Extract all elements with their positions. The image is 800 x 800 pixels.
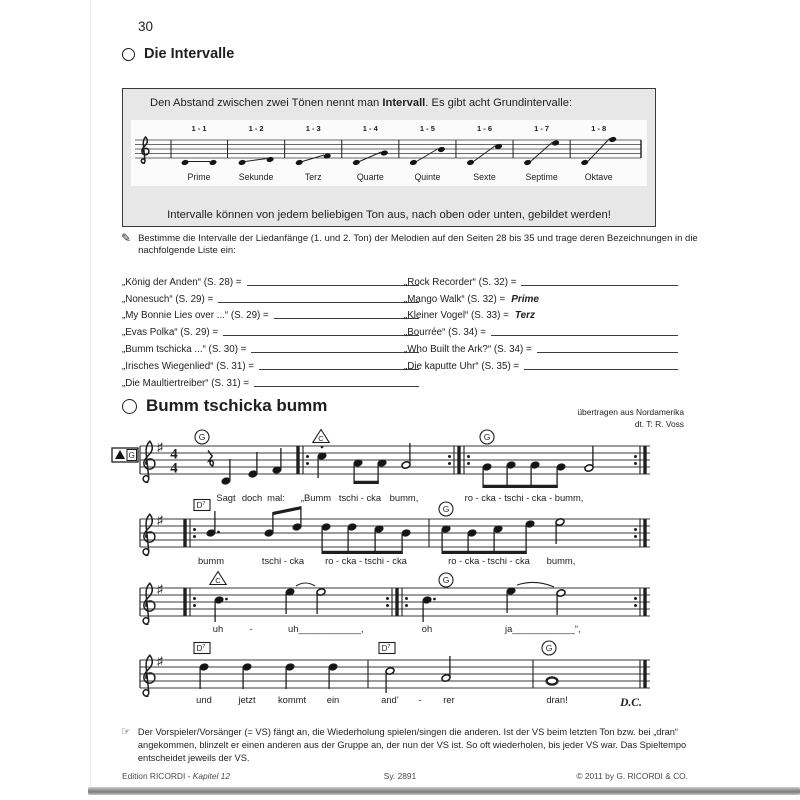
interval-note-text: Intervalle können von jedem beliebigen Ton aus, nach oben oder unten, gebildet werden!	[167, 209, 611, 221]
svg-text:Septime: Septime	[525, 172, 558, 182]
svg-text:C: C	[318, 434, 324, 443]
svg-text:kommt: kommt	[277, 694, 307, 705]
svg-text:G: G	[545, 643, 553, 653]
chord-symbol	[542, 641, 556, 655]
answer-blank-line	[491, 325, 678, 336]
svg-text:Quarte: Quarte	[356, 172, 384, 182]
song-title-label: „My Bonnie Lies over ...“ (S. 29) =	[122, 310, 269, 322]
song-title-label: „Die Maultiertreiber“ (S. 31) =	[122, 377, 250, 389]
svg-text:-: -	[249, 623, 253, 634]
svg-text:ja____________“,: ja____________“,	[505, 623, 581, 634]
filled-answer: Prime	[511, 293, 539, 305]
circle-bullet-icon	[122, 399, 137, 414]
interval-info-box	[122, 88, 656, 227]
svg-text:-: -	[418, 694, 422, 705]
task-instruction	[121, 233, 699, 256]
svg-text:tschi - cka: tschi - cka	[261, 555, 305, 566]
svg-text:4: 4	[170, 460, 178, 477]
chord-symbol	[194, 500, 210, 511]
footer-catalog-number: Sy. 2891	[383, 771, 417, 781]
task-text: Bestimme die Intervalle der Liedanfänge (1. und 2. Ton) der Melodien auf den Seiten 28 bis 35 und trage deren Bezeichnungen in die nachfolgende Liste ein:	[138, 233, 698, 256]
interval-staff-diagram	[131, 118, 647, 194]
svg-text:1 - 1: 1 - 1	[191, 124, 207, 133]
svg-text:G: G	[483, 432, 491, 442]
svg-text:D7: $D^7$	[196, 644, 206, 653]
song-title-label: „Die kaputte Uhr“ (S. 35) =	[404, 360, 520, 372]
svg-text:♯: ♯	[157, 440, 163, 454]
interval-list-row	[404, 288, 680, 305]
filled-answer: Terz	[514, 310, 536, 322]
footer-edition: Edition RICORDI - Kapitel 12	[122, 771, 230, 781]
heading-text: Bumm tschicka bumm	[146, 396, 328, 415]
interval-list-row	[404, 305, 680, 322]
music-system	[140, 572, 650, 635]
performance-note-text: Der Vorspieler/Vorsänger (= VS) fängt an, die Wiederholung spielen/singen die anderen. Ist der VS beim letzten Ton bzw. bei „dran“ angekommen, blinzelt er einen anderen aus der Gruppe an, der nun der VS ist. So oft wiederholen, bis jeder VS war. Das Spieltempo entscheidet jeweils der VS.	[137, 727, 687, 763]
svg-text:1 - 2: 1 - 2	[248, 124, 264, 133]
song-title-label: „Evas Polka“ (S. 29) =	[122, 327, 219, 339]
section-heading-intervalle	[122, 46, 234, 62]
svg-text:G: G	[442, 575, 450, 585]
svg-text:1 - 6: 1 - 6	[476, 124, 493, 133]
chord-symbol	[480, 430, 494, 444]
svg-text:D7: $D^7$	[381, 644, 391, 653]
chord-symbol	[439, 573, 453, 587]
interval-list-left	[122, 271, 421, 389]
answer-blank-line	[537, 342, 678, 353]
chord-symbol	[379, 643, 395, 654]
song-title-label: „Mango Walk“ (S. 32) =	[404, 293, 506, 305]
interval-list-row	[122, 288, 421, 305]
song-title-label: „Rock Recorder“ (S. 32) =	[404, 276, 517, 288]
interval-list-row	[404, 355, 680, 372]
answer-blank-line	[259, 359, 419, 370]
interval-list-row	[122, 321, 421, 338]
answer-blank-line	[521, 275, 678, 286]
interval-list-row	[404, 321, 680, 338]
chord-symbol	[313, 430, 329, 444]
svg-text:ro - cka - tschi - cka: ro - cka - tschi - cka	[448, 555, 530, 566]
circle-bullet-icon	[122, 48, 135, 61]
svg-text:Terz: Terz	[304, 172, 322, 182]
interval-list-row	[122, 338, 421, 355]
chord-symbol	[439, 502, 453, 516]
song-title-label: „Kleiner Vogel“ (S. 33) =	[404, 310, 509, 322]
answer-blank-line	[254, 376, 419, 387]
chord-symbol	[195, 430, 209, 444]
music-system	[112, 430, 650, 504]
song-title-label: „Irisches Wiegenlied“ (S. 31) =	[122, 360, 255, 372]
music-system	[140, 500, 650, 567]
svg-text:ein: ein	[326, 694, 340, 705]
song-title-label: „Nonesuch“ (S. 29) =	[122, 293, 214, 305]
answer-blank-line	[524, 359, 678, 370]
answer-blank-line	[274, 308, 419, 319]
svg-text:1 - 5: 1 - 5	[419, 124, 435, 133]
svg-text:♯: ♯	[157, 513, 163, 527]
svg-text:bumm,: bumm,	[546, 555, 576, 566]
interval-definition: Den Abstand zwischen zwei Tönen nennt man Intervall. Es gibt acht Grundintervalle:	[150, 97, 573, 109]
svg-text:1 - 8: 1 - 8	[591, 124, 607, 133]
svg-text:G: G	[198, 432, 206, 442]
interval-list-row	[404, 271, 680, 288]
svg-text:„Bumm: „Bumm	[300, 492, 332, 503]
interval-list-row	[122, 305, 421, 322]
svg-text:doch: doch	[241, 492, 263, 503]
answer-blank-line	[218, 292, 419, 303]
credit-author: dt. T: R. Voss	[634, 418, 684, 429]
svg-text:♯: ♯	[157, 582, 163, 596]
pencil-icon: ✎	[121, 231, 132, 245]
chord-symbol	[210, 572, 226, 586]
svg-text:G: G	[442, 504, 450, 514]
svg-text:4: 4	[170, 446, 178, 463]
song-title-label: „Who Built the Ark?“ (S. 34) =	[404, 343, 532, 355]
svg-text:Sagt: Sagt	[216, 492, 236, 503]
chord-symbol	[194, 643, 210, 654]
page-number: 30	[138, 19, 154, 34]
svg-text:uh: uh	[212, 623, 224, 634]
interval-list-row	[404, 338, 680, 355]
svg-text:♯: ♯	[157, 654, 163, 668]
interval-list-row	[122, 271, 421, 288]
interval-list-row	[122, 355, 421, 372]
svg-text:Quinte: Quinte	[414, 172, 441, 182]
song-title-label: „Bourrée“ (S. 34) =	[404, 327, 486, 339]
song-title-label: „Bumm tschicka ...“ (S. 30) =	[122, 343, 247, 355]
svg-text:oh: oh	[421, 623, 433, 634]
svg-text:Sekunde: Sekunde	[238, 172, 274, 182]
section-heading-song	[122, 396, 327, 416]
svg-text:jetzt: jetzt	[238, 694, 256, 705]
page-bottom-shadow	[88, 787, 800, 795]
svg-text:D.C.: D.C.	[620, 697, 642, 709]
svg-text:bumm: bumm	[197, 555, 225, 566]
svg-text:C: C	[215, 576, 221, 585]
svg-text:1 - 3: 1 - 3	[305, 124, 321, 133]
svg-text:mal:: mal:	[267, 492, 285, 503]
svg-text:dran!: dran!	[546, 694, 568, 705]
page-edge-line	[90, 0, 91, 790]
credit-origin: übertragen aus Nordamerika	[577, 407, 684, 417]
svg-text:G: G	[128, 451, 135, 460]
svg-text:and’: and’	[381, 694, 399, 705]
performance-note	[121, 726, 687, 765]
music-system	[140, 641, 650, 709]
interval-list-right	[404, 271, 680, 372]
svg-text:Oktave: Oktave	[584, 172, 613, 182]
answer-blank-line	[223, 325, 419, 336]
song-title-label: „König der Anden“ (S. 28) =	[122, 276, 242, 288]
svg-text:D7: $D^7$	[196, 501, 206, 510]
svg-text:tschi - cka: tschi - cka	[338, 492, 382, 503]
svg-text:1 - 4: 1 - 4	[362, 124, 378, 133]
heading-text: Die Intervalle	[144, 46, 235, 62]
svg-text:rer: rer	[443, 694, 455, 705]
svg-text:Sexte: Sexte	[473, 172, 496, 182]
answer-blank-line	[251, 342, 419, 353]
svg-text:ro - cka - tschi - cka: ro - cka - tschi - cka	[325, 555, 407, 566]
song-credits	[460, 407, 684, 430]
svg-text:ro - cka - tschi - cka - bumm,: ro - cka - tschi - cka - bumm,	[464, 492, 584, 503]
interval-list-row	[122, 372, 421, 389]
pointing-hand-icon: ☞	[121, 726, 131, 738]
svg-text:und: und	[196, 694, 212, 705]
footer-copyright: © 2011 by G. RICORDI & CO.	[576, 771, 688, 781]
svg-text:bumm,: bumm,	[389, 492, 419, 503]
answer-blank-line	[247, 275, 419, 286]
svg-text:Prime: Prime	[187, 172, 211, 182]
svg-text:1 - 7: 1 - 7	[534, 124, 550, 133]
svg-text:uh____________,: uh____________,	[288, 623, 364, 634]
